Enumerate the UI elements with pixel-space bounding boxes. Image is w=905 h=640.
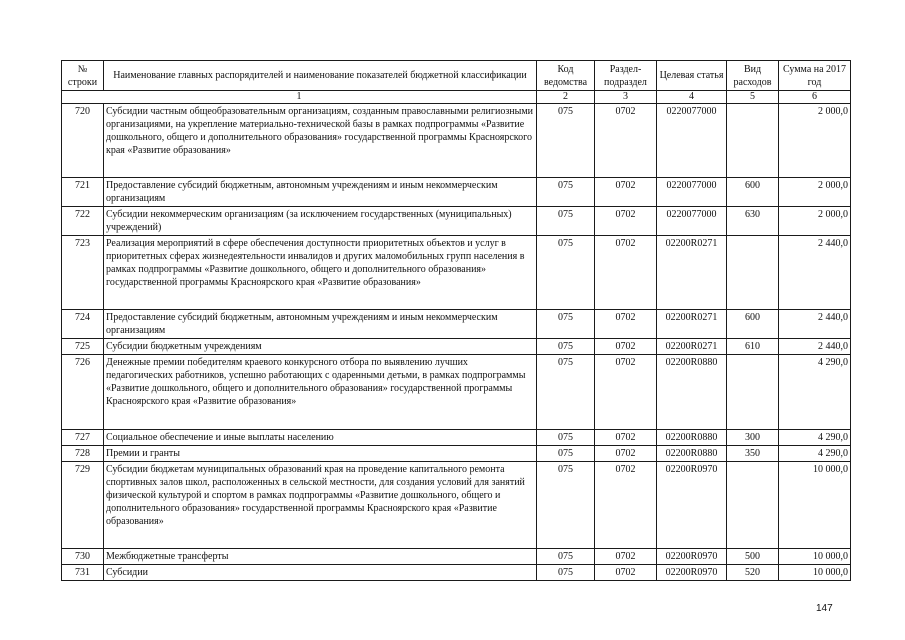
- row-name-cell: Субсидии бюджетным учреждениям: [104, 339, 537, 355]
- column-number: 4: [657, 91, 727, 104]
- row-section-cell: 0702: [595, 104, 657, 178]
- row-sum-cell: 2 440,0: [779, 236, 851, 310]
- header-section: Раздел-подраздел: [595, 61, 657, 91]
- row-department-code-cell: 075: [537, 462, 595, 549]
- header-target-article: Целевая статья: [657, 61, 727, 91]
- row-department-code-cell: 075: [537, 355, 595, 430]
- row-target-article-cell: 02200R0880: [657, 355, 727, 430]
- row-target-article-cell: 02200R0880: [657, 446, 727, 462]
- row-number-cell: 727: [62, 430, 104, 446]
- row-section-cell: 0702: [595, 462, 657, 549]
- row-department-code-cell: 075: [537, 178, 595, 207]
- row-name-cell: Субсидии: [104, 565, 537, 581]
- row-department-code-cell: 075: [537, 565, 595, 581]
- table-row: [62, 178, 851, 207]
- header-name: Наименование главных распорядителей и наименование показателей бюджетной классификации: [104, 61, 537, 91]
- row-expense-type-cell: 630: [727, 207, 779, 236]
- row-expense-type-cell: 300: [727, 430, 779, 446]
- table-body: [62, 104, 851, 581]
- row-number-cell: 725: [62, 339, 104, 355]
- row-department-code-cell: 075: [537, 446, 595, 462]
- row-name-cell: Премии и гранты: [104, 446, 537, 462]
- row-name-cell: Субсидии бюджетам муниципальных образований края на проведение капитального ремонта спортивных залов школ, расположенных в сельской местности, для создания условий для занятий физической культурой и спортом в рамках подпрограммы «Развитие дошкольного, общего и дополнительного образования» государственной программы Красноярского края «Развитие образования»: [104, 462, 537, 549]
- row-sum-cell: 10 000,0: [779, 462, 851, 549]
- row-target-article-cell: 02200R0271: [657, 339, 727, 355]
- row-section-cell: 0702: [595, 565, 657, 581]
- row-sum-cell: 4 290,0: [779, 430, 851, 446]
- row-target-article-cell: 02200R0271: [657, 236, 727, 310]
- row-number-cell: 729: [62, 462, 104, 549]
- row-number-cell: 721: [62, 178, 104, 207]
- row-name-cell: Межбюджетные трансферты: [104, 549, 537, 565]
- row-section-cell: 0702: [595, 339, 657, 355]
- row-sum-cell: 4 290,0: [779, 446, 851, 462]
- table-row: [62, 549, 851, 565]
- row-name-cell: Социальное обеспечение и иные выплаты населению: [104, 430, 537, 446]
- header-expense-type: Вид расходов: [727, 61, 779, 91]
- row-target-article-cell: 02200R0970: [657, 462, 727, 549]
- row-expense-type-cell: [727, 236, 779, 310]
- header-row-number: № строки: [62, 61, 104, 91]
- row-expense-type-cell: 350: [727, 446, 779, 462]
- table-row: [62, 104, 851, 178]
- row-expense-type-cell: [727, 462, 779, 549]
- row-target-article-cell: 02200R0880: [657, 430, 727, 446]
- row-expense-type-cell: [727, 104, 779, 178]
- row-target-article-cell: 02200R0970: [657, 549, 727, 565]
- row-section-cell: 0702: [595, 430, 657, 446]
- row-expense-type-cell: 610: [727, 339, 779, 355]
- header-department-code: Код ведомства: [537, 61, 595, 91]
- row-sum-cell: 2 440,0: [779, 339, 851, 355]
- column-number: 6: [779, 91, 851, 104]
- row-name-cell: Субсидии некоммерческим организациям (за исключением государственных (муниципальных) учреждений): [104, 207, 537, 236]
- row-expense-type-cell: 600: [727, 310, 779, 339]
- budget-table: [61, 60, 851, 581]
- row-department-code-cell: 075: [537, 549, 595, 565]
- table-row: [62, 310, 851, 339]
- table-row: [62, 462, 851, 549]
- row-number-cell: 730: [62, 549, 104, 565]
- table-row: [62, 236, 851, 310]
- table-row: [62, 355, 851, 430]
- table-row: [62, 339, 851, 355]
- row-target-article-cell: 0220077000: [657, 178, 727, 207]
- row-department-code-cell: 075: [537, 430, 595, 446]
- row-sum-cell: 2 000,0: [779, 104, 851, 178]
- table-row: [62, 565, 851, 581]
- row-expense-type-cell: 520: [727, 565, 779, 581]
- row-expense-type-cell: 500: [727, 549, 779, 565]
- row-sum-cell: 10 000,0: [779, 549, 851, 565]
- row-expense-type-cell: [727, 355, 779, 430]
- row-department-code-cell: 075: [537, 236, 595, 310]
- column-number: 5: [727, 91, 779, 104]
- row-number-cell: 724: [62, 310, 104, 339]
- row-number-cell: 720: [62, 104, 104, 178]
- row-section-cell: 0702: [595, 178, 657, 207]
- row-section-cell: 0702: [595, 549, 657, 565]
- row-number-cell: 728: [62, 446, 104, 462]
- row-name-cell: Субсидии частным общеобразовательным организациям, созданным православными религиозными организациями, на укрепление материально-технической базы в рамках подпрограммы «Развитие дошкольного, общего и дополнительного образования» государственной программы Красноярского края «Развитие образования»: [104, 104, 537, 178]
- row-number-cell: 726: [62, 355, 104, 430]
- row-section-cell: 0702: [595, 236, 657, 310]
- table-row: [62, 207, 851, 236]
- row-name-cell: Предоставление субсидий бюджетным, автономным учреждениям и иным некоммерческим организациям: [104, 310, 537, 339]
- row-name-cell: Предоставление субсидий бюджетным, автономным учреждениям и иным некоммерческим организациям: [104, 178, 537, 207]
- row-section-cell: 0702: [595, 446, 657, 462]
- row-target-article-cell: 0220077000: [657, 207, 727, 236]
- row-section-cell: 0702: [595, 207, 657, 236]
- header-sum: Сумма на 2017 год: [779, 61, 851, 91]
- row-number-cell: 722: [62, 207, 104, 236]
- row-section-cell: 0702: [595, 310, 657, 339]
- row-department-code-cell: 075: [537, 104, 595, 178]
- row-department-code-cell: 075: [537, 310, 595, 339]
- row-department-code-cell: 075: [537, 339, 595, 355]
- page-number: 147: [816, 603, 833, 614]
- row-name-cell: Денежные премии победителям краевого конкурсного отбора по выявлению лучших педагогических работников, успешно работающих с одаренными детьми, в рамках подпрограммы «Развитие дошкольного, общего и дополнительного образования» государственной программы Красноярского края «Развитие образования»: [104, 355, 537, 430]
- row-sum-cell: 2 000,0: [779, 207, 851, 236]
- row-target-article-cell: 02200R0271: [657, 310, 727, 339]
- table-row: [62, 446, 851, 462]
- row-sum-cell: 2 440,0: [779, 310, 851, 339]
- row-target-article-cell: 02200R0970: [657, 565, 727, 581]
- column-number: 2: [537, 91, 595, 104]
- row-department-code-cell: 075: [537, 207, 595, 236]
- row-expense-type-cell: 600: [727, 178, 779, 207]
- table-row: [62, 430, 851, 446]
- row-name-cell: Реализация мероприятий в сфере обеспечения доступности приоритетных объектов и услуг в приоритетных сферах жизнедеятельности инвалидов и других маломобильных групп населения в рамках подпрограммы «Развитие дошкольного, общего и дополнительного образования» государственной программы Красноярского края «Развитие образования»: [104, 236, 537, 310]
- row-number-cell: 723: [62, 236, 104, 310]
- row-sum-cell: 2 000,0: [779, 178, 851, 207]
- column-number: 3: [595, 91, 657, 104]
- row-sum-cell: 4 290,0: [779, 355, 851, 430]
- row-section-cell: 0702: [595, 355, 657, 430]
- row-sum-cell: 10 000,0: [779, 565, 851, 581]
- row-target-article-cell: 0220077000: [657, 104, 727, 178]
- row-number-cell: 731: [62, 565, 104, 581]
- column-number: 1: [62, 91, 537, 104]
